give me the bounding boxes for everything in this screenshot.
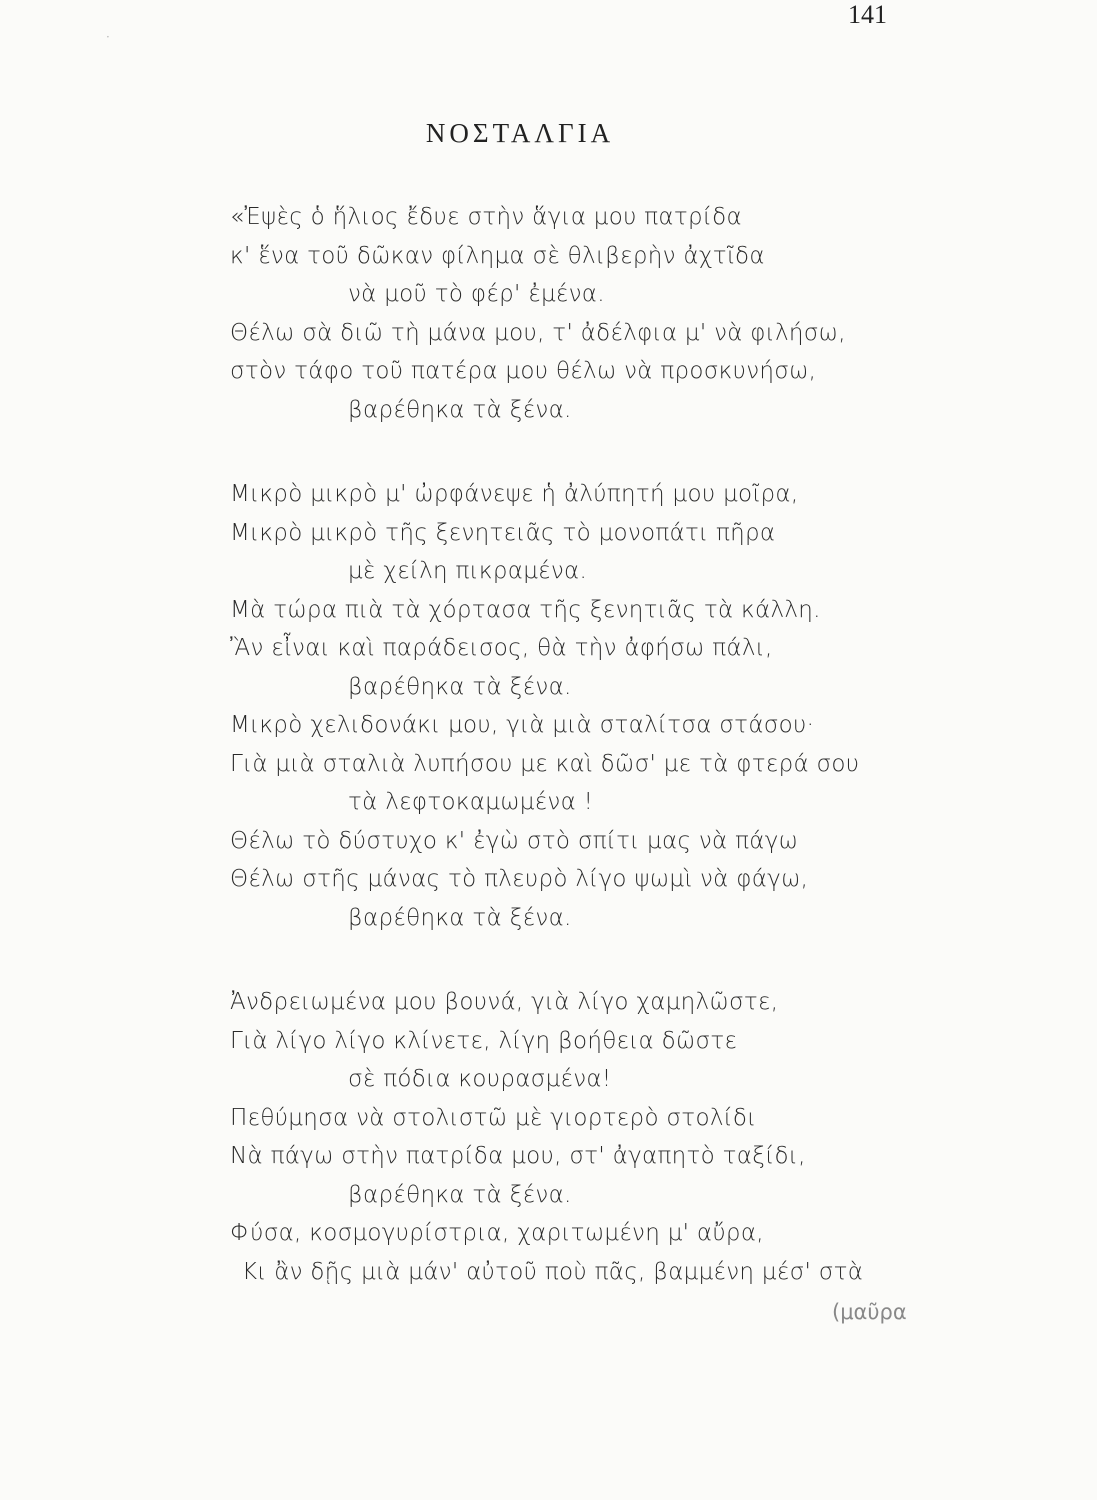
refrain-line: βαρέθηκα τὰ ξένα.: [348, 673, 572, 700]
refrain-line: βαρέθηκα τὰ ξένα.: [348, 396, 572, 423]
catchword: (μαῦρα: [832, 1300, 907, 1324]
verse-line: Φύσα, κοσμογυρίστρια, χαριτωμένη μ' αὔρα,: [230, 1220, 764, 1246]
verse-line: Θέλω τὸ δύστυχο κ' ἐγὼ στὸ σπίτι μας νὰ πάγω: [230, 827, 799, 854]
verse-line: Γιὰ μιὰ σταλιὰ λυπήσου με καὶ δῶσ' με τὰ φτερά σου: [230, 750, 860, 777]
poem-body: [230, 198, 1030, 1291]
verse-line: Ἀνδρειωμένα μου βουνά, γιὰ λίγο χαμηλῶστε,: [230, 989, 779, 1015]
refrain-line: βαρέθηκα τὰ ξένα.: [348, 904, 572, 931]
stanza: [230, 983, 1030, 1291]
verse-line: Μὰ τώρα πιὰ τὰ χόρτασα τῆς ξενητιᾶς τὰ κάλλη.: [230, 596, 821, 623]
verse-line: Νὰ πάγω στὴν πατρίδα μου, στ' ἀγαπητὸ ταξίδι,: [230, 1143, 806, 1169]
verse-line: «Ἐψὲς ὁ ἥλιος ἔδυε στὴν ἅγια μου πατρίδα: [230, 204, 742, 230]
poem-title: ΝΟΣΤΑΛΓΙΑ: [425, 118, 615, 148]
refrain-line: νὰ μοῦ τὸ φέρ' ἐμένα.: [348, 281, 605, 307]
page-number: 141: [848, 0, 887, 29]
verse-line: Μικρὸ χελιδονάκι μου, γιὰ μιὰ σταλίτσα στάσου·: [230, 712, 815, 738]
verse-line: κ' ἕνα τοῦ δῶκαν φίλημα σὲ θλιβερὴν ἀχτῖδα: [230, 242, 765, 269]
scan-speck: ·: [106, 30, 110, 44]
verse-line: Θέλω στῆς μάνας τὸ πλευρὸ λίγο ψωμὶ νὰ φάγω,: [230, 866, 809, 892]
verse-line: Πεθύμησα νὰ στολιστῶ μὲ γιορτερὸ στολίδι: [230, 1104, 757, 1131]
refrain-line: τὰ λεφτοκαμωμένα !: [348, 789, 594, 815]
refrain-line: σὲ πόδια κουρασμένα!: [348, 1066, 612, 1092]
stanza: [230, 198, 1030, 429]
refrain-line: μὲ χείλη πικραμένα.: [348, 558, 588, 584]
verse-line: Γιὰ λίγο λίγο κλίνετε, λίγη βοήθεια δῶστε: [230, 1027, 738, 1054]
stanza: [230, 475, 1030, 937]
verse-line: Θέλω σὰ διῶ τὴ μάνα μου, τ' ἀδέλφια μ' νὰ φιλήσω,: [230, 319, 846, 346]
verse-line: στὸν τάφο τοῦ πατέρα μου θέλω νὰ προσκυνήσω,: [230, 358, 817, 384]
verse-line: Κι ἂν δῇς μιὰ μάν' αὐτοῦ ποὺ πᾶς, βαμμένη μέσ' στὰ: [242, 1258, 864, 1285]
verse-line: Μικρὸ μικρὸ μ' ὠρφάνεψε ἡ ἀλύπητή μου μοῖρα,: [230, 481, 799, 507]
refrain-line: βαρέθηκα τὰ ξένα.: [348, 1181, 572, 1208]
verse-line: Μικρὸ μικρὸ τῆς ξενητειᾶς τὸ μονοπάτι πῆρα: [230, 519, 776, 546]
verse-line: Ἂν εἶναι καὶ παράδεισος, θὰ τὴν ἀφήσω πάλι,: [230, 635, 773, 661]
